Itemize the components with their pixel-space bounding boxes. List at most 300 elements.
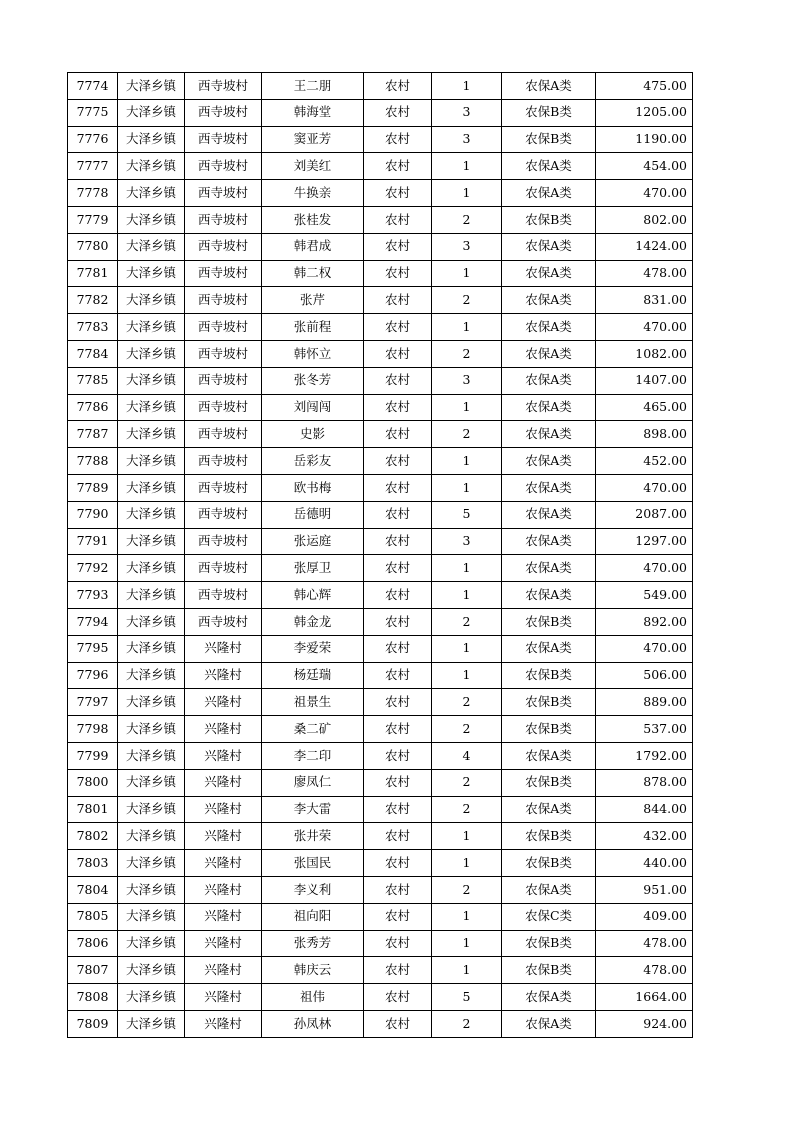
township-cell: 大泽乡镇 — [118, 421, 185, 448]
amount-cell: 465.00 — [596, 394, 693, 421]
data-table — [67, 72, 693, 1038]
name-cell: 刘美红 — [262, 153, 364, 180]
table-row — [68, 689, 693, 716]
township-cell: 大泽乡镇 — [118, 662, 185, 689]
row-number-cell: 7789 — [68, 474, 118, 501]
village-cell: 西寺坡村 — [185, 608, 262, 635]
amount-cell: 475.00 — [596, 73, 693, 100]
amount-cell: 470.00 — [596, 555, 693, 582]
table-row — [68, 769, 693, 796]
table-row — [68, 260, 693, 287]
residence-type-cell: 农村 — [364, 662, 432, 689]
name-cell: 韩君成 — [262, 233, 364, 260]
insurance-category-cell: 农保A类 — [502, 367, 596, 394]
insurance-category-cell: 农保A类 — [502, 287, 596, 314]
insurance-category-cell: 农保A类 — [502, 555, 596, 582]
amount-cell: 951.00 — [596, 876, 693, 903]
row-number-cell: 7788 — [68, 448, 118, 475]
table-row — [68, 608, 693, 635]
name-cell: 韩二权 — [262, 260, 364, 287]
village-cell: 西寺坡村 — [185, 314, 262, 341]
row-number-cell: 7804 — [68, 876, 118, 903]
name-cell: 张井荣 — [262, 823, 364, 850]
insurance-category-cell: 农保A类 — [502, 474, 596, 501]
name-cell: 张厚卫 — [262, 555, 364, 582]
amount-cell: 844.00 — [596, 796, 693, 823]
amount-cell: 454.00 — [596, 153, 693, 180]
residence-type-cell: 农村 — [364, 367, 432, 394]
residence-type-cell: 农村 — [364, 1010, 432, 1037]
residence-type-cell: 农村 — [364, 73, 432, 100]
amount-cell: 1664.00 — [596, 984, 693, 1011]
township-cell: 大泽乡镇 — [118, 73, 185, 100]
insurance-category-cell: 农保A类 — [502, 180, 596, 207]
village-cell: 兴隆村 — [185, 957, 262, 984]
residence-type-cell: 农村 — [364, 930, 432, 957]
table-row — [68, 180, 693, 207]
household-size-cell: 1 — [432, 448, 502, 475]
insurance-category-cell: 农保B类 — [502, 126, 596, 153]
table-row — [68, 850, 693, 877]
row-number-cell: 7791 — [68, 528, 118, 555]
amount-cell: 409.00 — [596, 903, 693, 930]
name-cell: 韩心辉 — [262, 582, 364, 609]
residence-type-cell: 农村 — [364, 957, 432, 984]
table-row — [68, 957, 693, 984]
township-cell: 大泽乡镇 — [118, 340, 185, 367]
row-number-cell: 7800 — [68, 769, 118, 796]
amount-cell: 924.00 — [596, 1010, 693, 1037]
household-size-cell: 2 — [432, 421, 502, 448]
village-cell: 西寺坡村 — [185, 99, 262, 126]
village-cell: 西寺坡村 — [185, 448, 262, 475]
name-cell: 张前程 — [262, 314, 364, 341]
name-cell: 祖伟 — [262, 984, 364, 1011]
residence-type-cell: 农村 — [364, 984, 432, 1011]
amount-cell: 549.00 — [596, 582, 693, 609]
residence-type-cell: 农村 — [364, 474, 432, 501]
household-size-cell: 1 — [432, 823, 502, 850]
row-number-cell: 7794 — [68, 608, 118, 635]
table-row — [68, 742, 693, 769]
village-cell: 兴隆村 — [185, 1010, 262, 1037]
row-number-cell: 7801 — [68, 796, 118, 823]
village-cell: 兴隆村 — [185, 903, 262, 930]
name-cell: 张国民 — [262, 850, 364, 877]
township-cell: 大泽乡镇 — [118, 742, 185, 769]
name-cell: 韩海堂 — [262, 99, 364, 126]
village-cell: 西寺坡村 — [185, 340, 262, 367]
table-row — [68, 421, 693, 448]
residence-type-cell: 农村 — [364, 394, 432, 421]
residence-type-cell: 农村 — [364, 421, 432, 448]
household-size-cell: 1 — [432, 582, 502, 609]
table-row — [68, 474, 693, 501]
village-cell: 兴隆村 — [185, 876, 262, 903]
household-size-cell: 2 — [432, 206, 502, 233]
insurance-category-cell: 农保B类 — [502, 716, 596, 743]
name-cell: 张冬芳 — [262, 367, 364, 394]
residence-type-cell: 农村 — [364, 287, 432, 314]
residence-type-cell: 农村 — [364, 126, 432, 153]
village-cell: 兴隆村 — [185, 823, 262, 850]
township-cell: 大泽乡镇 — [118, 394, 185, 421]
name-cell: 张运庭 — [262, 528, 364, 555]
township-cell: 大泽乡镇 — [118, 180, 185, 207]
residence-type-cell: 农村 — [364, 850, 432, 877]
township-cell: 大泽乡镇 — [118, 635, 185, 662]
township-cell: 大泽乡镇 — [118, 582, 185, 609]
row-number-cell: 7795 — [68, 635, 118, 662]
row-number-cell: 7797 — [68, 689, 118, 716]
household-size-cell: 2 — [432, 287, 502, 314]
household-size-cell: 1 — [432, 474, 502, 501]
village-cell: 兴隆村 — [185, 984, 262, 1011]
township-cell: 大泽乡镇 — [118, 233, 185, 260]
amount-cell: 452.00 — [596, 448, 693, 475]
residence-type-cell: 农村 — [364, 180, 432, 207]
table-body — [68, 73, 693, 1038]
amount-cell: 478.00 — [596, 930, 693, 957]
name-cell: 岳德明 — [262, 501, 364, 528]
name-cell: 桑二矿 — [262, 716, 364, 743]
row-number-cell: 7787 — [68, 421, 118, 448]
amount-cell: 470.00 — [596, 635, 693, 662]
township-cell: 大泽乡镇 — [118, 957, 185, 984]
township-cell: 大泽乡镇 — [118, 206, 185, 233]
insurance-category-cell: 农保B类 — [502, 930, 596, 957]
household-size-cell: 3 — [432, 99, 502, 126]
insurance-category-cell: 农保A类 — [502, 233, 596, 260]
township-cell: 大泽乡镇 — [118, 367, 185, 394]
table-row — [68, 340, 693, 367]
amount-cell: 889.00 — [596, 689, 693, 716]
amount-cell: 1205.00 — [596, 99, 693, 126]
insurance-category-cell: 农保B类 — [502, 689, 596, 716]
household-size-cell: 4 — [432, 742, 502, 769]
household-size-cell: 1 — [432, 394, 502, 421]
village-cell: 兴隆村 — [185, 635, 262, 662]
name-cell: 李二印 — [262, 742, 364, 769]
residence-type-cell: 农村 — [364, 635, 432, 662]
township-cell: 大泽乡镇 — [118, 903, 185, 930]
household-size-cell: 3 — [432, 528, 502, 555]
amount-cell: 470.00 — [596, 180, 693, 207]
row-number-cell: 7774 — [68, 73, 118, 100]
residence-type-cell: 农村 — [364, 608, 432, 635]
table-row — [68, 367, 693, 394]
amount-cell: 1190.00 — [596, 126, 693, 153]
household-size-cell: 1 — [432, 314, 502, 341]
table-row — [68, 876, 693, 903]
insurance-category-cell: 农保A类 — [502, 394, 596, 421]
amount-cell: 898.00 — [596, 421, 693, 448]
amount-cell: 878.00 — [596, 769, 693, 796]
table-row — [68, 501, 693, 528]
row-number-cell: 7781 — [68, 260, 118, 287]
insurance-category-cell: 农保A类 — [502, 742, 596, 769]
insurance-category-cell: 农保A类 — [502, 153, 596, 180]
household-size-cell: 1 — [432, 850, 502, 877]
household-size-cell: 1 — [432, 555, 502, 582]
residence-type-cell: 农村 — [364, 555, 432, 582]
table-row — [68, 287, 693, 314]
residence-type-cell: 农村 — [364, 742, 432, 769]
residence-type-cell: 农村 — [364, 340, 432, 367]
household-size-cell: 5 — [432, 501, 502, 528]
village-cell: 兴隆村 — [185, 930, 262, 957]
table-row — [68, 796, 693, 823]
name-cell: 牛换亲 — [262, 180, 364, 207]
household-size-cell: 2 — [432, 716, 502, 743]
village-cell: 西寺坡村 — [185, 233, 262, 260]
amount-cell: 1082.00 — [596, 340, 693, 367]
row-number-cell: 7807 — [68, 957, 118, 984]
residence-type-cell: 农村 — [364, 233, 432, 260]
township-cell: 大泽乡镇 — [118, 287, 185, 314]
amount-cell: 537.00 — [596, 716, 693, 743]
table-row — [68, 206, 693, 233]
row-number-cell: 7809 — [68, 1010, 118, 1037]
township-cell: 大泽乡镇 — [118, 876, 185, 903]
township-cell: 大泽乡镇 — [118, 448, 185, 475]
row-number-cell: 7780 — [68, 233, 118, 260]
row-number-cell: 7796 — [68, 662, 118, 689]
insurance-category-cell: 农保B类 — [502, 823, 596, 850]
insurance-category-cell: 农保C类 — [502, 903, 596, 930]
township-cell: 大泽乡镇 — [118, 1010, 185, 1037]
row-number-cell: 7784 — [68, 340, 118, 367]
row-number-cell: 7786 — [68, 394, 118, 421]
township-cell: 大泽乡镇 — [118, 314, 185, 341]
name-cell: 王二朋 — [262, 73, 364, 100]
name-cell: 李义利 — [262, 876, 364, 903]
residence-type-cell: 农村 — [364, 796, 432, 823]
township-cell: 大泽乡镇 — [118, 260, 185, 287]
name-cell: 史影 — [262, 421, 364, 448]
insurance-category-cell: 农保A类 — [502, 984, 596, 1011]
village-cell: 西寺坡村 — [185, 528, 262, 555]
household-size-cell: 1 — [432, 635, 502, 662]
household-size-cell: 1 — [432, 957, 502, 984]
row-number-cell: 7777 — [68, 153, 118, 180]
table-row — [68, 99, 693, 126]
village-cell: 西寺坡村 — [185, 474, 262, 501]
village-cell: 兴隆村 — [185, 742, 262, 769]
amount-cell: 440.00 — [596, 850, 693, 877]
amount-cell: 470.00 — [596, 314, 693, 341]
name-cell: 韩庆云 — [262, 957, 364, 984]
amount-cell: 470.00 — [596, 474, 693, 501]
residence-type-cell: 农村 — [364, 528, 432, 555]
residence-type-cell: 农村 — [364, 206, 432, 233]
row-number-cell: 7779 — [68, 206, 118, 233]
table-row — [68, 73, 693, 100]
table-row — [68, 716, 693, 743]
insurance-category-cell: 农保A类 — [502, 260, 596, 287]
name-cell: 欧书梅 — [262, 474, 364, 501]
amount-cell: 892.00 — [596, 608, 693, 635]
household-size-cell: 2 — [432, 1010, 502, 1037]
household-size-cell: 5 — [432, 984, 502, 1011]
row-number-cell: 7798 — [68, 716, 118, 743]
amount-cell: 1424.00 — [596, 233, 693, 260]
table-row — [68, 903, 693, 930]
residence-type-cell: 农村 — [364, 501, 432, 528]
household-size-cell: 1 — [432, 930, 502, 957]
name-cell: 祖景生 — [262, 689, 364, 716]
amount-cell: 1792.00 — [596, 742, 693, 769]
name-cell: 祖向阳 — [262, 903, 364, 930]
residence-type-cell: 农村 — [364, 153, 432, 180]
village-cell: 西寺坡村 — [185, 153, 262, 180]
village-cell: 西寺坡村 — [185, 582, 262, 609]
table-row — [68, 984, 693, 1011]
row-number-cell: 7776 — [68, 126, 118, 153]
household-size-cell: 1 — [432, 180, 502, 207]
insurance-category-cell: 农保B类 — [502, 769, 596, 796]
residence-type-cell: 农村 — [364, 314, 432, 341]
name-cell: 张桂发 — [262, 206, 364, 233]
amount-cell: 1407.00 — [596, 367, 693, 394]
household-size-cell: 3 — [432, 233, 502, 260]
table-row — [68, 662, 693, 689]
amount-cell: 506.00 — [596, 662, 693, 689]
village-cell: 兴隆村 — [185, 689, 262, 716]
row-number-cell: 7805 — [68, 903, 118, 930]
household-size-cell: 1 — [432, 903, 502, 930]
amount-cell: 1297.00 — [596, 528, 693, 555]
household-size-cell: 2 — [432, 608, 502, 635]
row-number-cell: 7778 — [68, 180, 118, 207]
residence-type-cell: 农村 — [364, 689, 432, 716]
household-size-cell: 3 — [432, 367, 502, 394]
name-cell: 刘闯闯 — [262, 394, 364, 421]
township-cell: 大泽乡镇 — [118, 126, 185, 153]
name-cell: 张芹 — [262, 287, 364, 314]
insurance-category-cell: 农保B类 — [502, 206, 596, 233]
name-cell: 李爱荣 — [262, 635, 364, 662]
name-cell: 岳彩友 — [262, 448, 364, 475]
insurance-category-cell: 农保A类 — [502, 876, 596, 903]
township-cell: 大泽乡镇 — [118, 716, 185, 743]
village-cell: 西寺坡村 — [185, 501, 262, 528]
name-cell: 韩金龙 — [262, 608, 364, 635]
residence-type-cell: 农村 — [364, 903, 432, 930]
village-cell: 西寺坡村 — [185, 421, 262, 448]
residence-type-cell: 农村 — [364, 582, 432, 609]
township-cell: 大泽乡镇 — [118, 608, 185, 635]
residence-type-cell: 农村 — [364, 823, 432, 850]
amount-cell: 478.00 — [596, 957, 693, 984]
household-size-cell: 2 — [432, 769, 502, 796]
name-cell: 张秀芳 — [262, 930, 364, 957]
household-size-cell: 1 — [432, 73, 502, 100]
township-cell: 大泽乡镇 — [118, 930, 185, 957]
name-cell: 韩怀立 — [262, 340, 364, 367]
household-size-cell: 1 — [432, 662, 502, 689]
residence-type-cell: 农村 — [364, 716, 432, 743]
row-number-cell: 7775 — [68, 99, 118, 126]
row-number-cell: 7802 — [68, 823, 118, 850]
insurance-category-cell: 农保B类 — [502, 850, 596, 877]
row-number-cell: 7803 — [68, 850, 118, 877]
table-row — [68, 823, 693, 850]
household-size-cell: 1 — [432, 153, 502, 180]
row-number-cell: 7790 — [68, 501, 118, 528]
table-row — [68, 930, 693, 957]
township-cell: 大泽乡镇 — [118, 984, 185, 1011]
name-cell: 李大雷 — [262, 796, 364, 823]
residence-type-cell: 农村 — [364, 260, 432, 287]
residence-type-cell: 农村 — [364, 876, 432, 903]
amount-cell: 2087.00 — [596, 501, 693, 528]
row-number-cell: 7785 — [68, 367, 118, 394]
table-row — [68, 1010, 693, 1037]
row-number-cell: 7806 — [68, 930, 118, 957]
row-number-cell: 7782 — [68, 287, 118, 314]
row-number-cell: 7792 — [68, 555, 118, 582]
insurance-category-cell: 农保B类 — [502, 957, 596, 984]
insurance-category-cell: 农保B类 — [502, 608, 596, 635]
village-cell: 西寺坡村 — [185, 126, 262, 153]
amount-cell: 802.00 — [596, 206, 693, 233]
household-size-cell: 2 — [432, 340, 502, 367]
insurance-category-cell: 农保A类 — [502, 582, 596, 609]
row-number-cell: 7808 — [68, 984, 118, 1011]
amount-cell: 831.00 — [596, 287, 693, 314]
table-row — [68, 126, 693, 153]
insurance-category-cell: 农保A类 — [502, 421, 596, 448]
row-number-cell: 7799 — [68, 742, 118, 769]
table-row — [68, 394, 693, 421]
insurance-category-cell: 农保A类 — [502, 501, 596, 528]
insurance-category-cell: 农保A类 — [502, 340, 596, 367]
village-cell: 西寺坡村 — [185, 73, 262, 100]
insurance-category-cell: 农保A类 — [502, 448, 596, 475]
residence-type-cell: 农村 — [364, 769, 432, 796]
table-row — [68, 582, 693, 609]
amount-cell: 478.00 — [596, 260, 693, 287]
village-cell: 兴隆村 — [185, 662, 262, 689]
village-cell: 兴隆村 — [185, 716, 262, 743]
village-cell: 西寺坡村 — [185, 180, 262, 207]
name-cell: 窦亚芳 — [262, 126, 364, 153]
household-size-cell: 1 — [432, 260, 502, 287]
township-cell: 大泽乡镇 — [118, 528, 185, 555]
village-cell: 西寺坡村 — [185, 260, 262, 287]
insurance-category-cell: 农保A类 — [502, 1010, 596, 1037]
amount-cell: 432.00 — [596, 823, 693, 850]
residence-type-cell: 农村 — [364, 448, 432, 475]
village-cell: 西寺坡村 — [185, 555, 262, 582]
insurance-category-cell: 农保B类 — [502, 99, 596, 126]
insurance-category-cell: 农保B类 — [502, 662, 596, 689]
village-cell: 西寺坡村 — [185, 287, 262, 314]
household-size-cell: 2 — [432, 876, 502, 903]
township-cell: 大泽乡镇 — [118, 796, 185, 823]
name-cell: 孙凤林 — [262, 1010, 364, 1037]
township-cell: 大泽乡镇 — [118, 850, 185, 877]
table-row — [68, 555, 693, 582]
row-number-cell: 7793 — [68, 582, 118, 609]
insurance-category-cell: 农保A类 — [502, 796, 596, 823]
township-cell: 大泽乡镇 — [118, 474, 185, 501]
table-row — [68, 528, 693, 555]
household-size-cell: 2 — [432, 689, 502, 716]
township-cell: 大泽乡镇 — [118, 501, 185, 528]
table-row — [68, 233, 693, 260]
